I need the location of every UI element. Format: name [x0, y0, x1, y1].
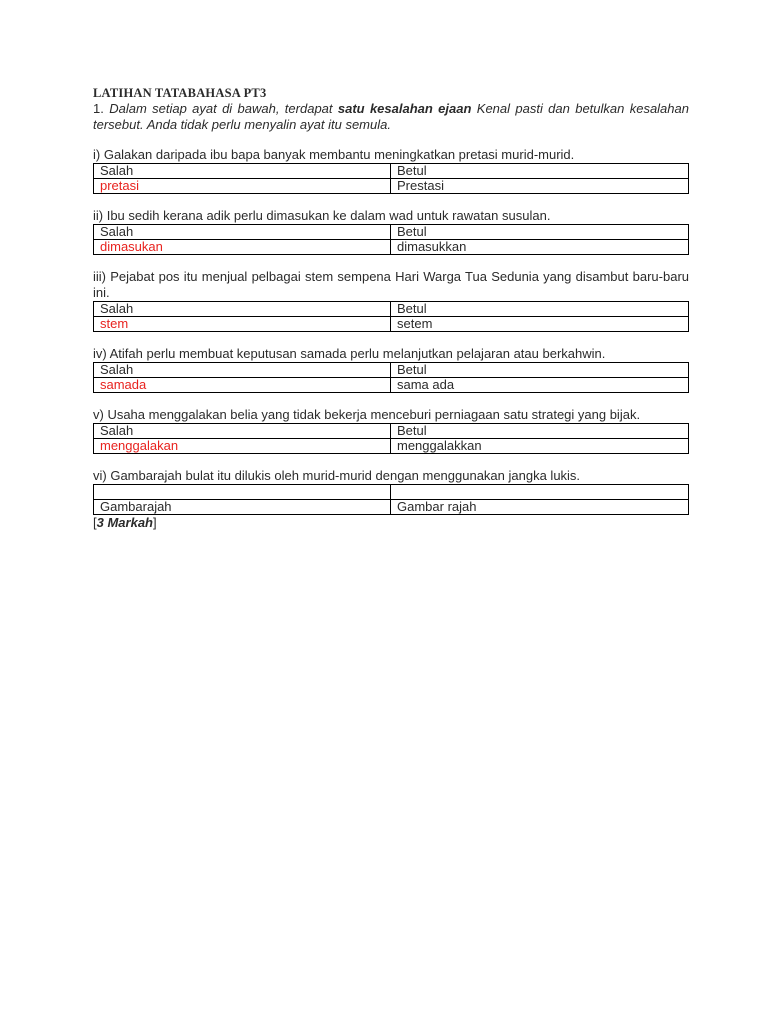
marks-text: 3 Markah	[96, 515, 153, 530]
header-betul: Betul	[391, 164, 689, 179]
answer-table-4	[93, 362, 689, 393]
betul-cell: setem	[391, 317, 689, 332]
instruction-part1: Dalam setiap ayat di bawah, terdapat	[109, 101, 338, 116]
header-salah: Salah	[94, 225, 391, 240]
salah-cell: stem	[94, 317, 391, 332]
salah-cell: samada	[94, 378, 391, 393]
question-4: iv) Atifah perlu membuat keputusan samada perlu melanjutkan pelajaran atau berkahwin.	[93, 346, 606, 361]
spacer	[93, 393, 689, 407]
header-betul: Betul	[391, 424, 689, 439]
table-row	[94, 225, 689, 240]
table-row	[94, 424, 689, 439]
header-betul: Betul	[391, 363, 689, 378]
table-row	[94, 302, 689, 317]
table-row	[94, 317, 689, 332]
spacer	[93, 255, 689, 269]
spacer	[93, 194, 689, 208]
header-salah: Salah	[94, 164, 391, 179]
instruction-number: 1.	[93, 101, 110, 116]
spacer	[93, 454, 689, 468]
answer-table-5	[93, 423, 689, 454]
instruction-bold: satu kesalahan ejaan	[337, 101, 472, 116]
header-betul: Betul	[391, 225, 689, 240]
question-6: vi) Gambarajah bulat itu dilukis oleh murid-murid dengan menggunakan jangka lukis.	[93, 468, 581, 483]
marks-open-bracket: [	[93, 515, 97, 530]
salah-cell: dimasukan	[94, 240, 391, 255]
spacer	[93, 332, 689, 346]
question-5: v) Usaha menggalakan belia yang tidak bekerja menceburi perniagaan satu strategi yang bijak.	[93, 407, 641, 422]
question-3: iii) Pejabat pos itu menjual pelbagai stem sempena Hari Warga Tua Sedunia yang disambut baru-baru ini.	[93, 269, 689, 300]
marks-close-bracket: ]	[153, 515, 157, 530]
empty-header-cell	[94, 485, 391, 500]
header-salah: Salah	[94, 302, 391, 317]
empty-header-cell	[391, 485, 689, 500]
worksheet	[93, 86, 689, 531]
table-row	[94, 164, 689, 179]
worksheet-title: LATIHAN TATABAHASA PT3	[93, 86, 267, 100]
answer-table-6	[93, 484, 689, 515]
table-row	[94, 485, 689, 500]
betul-cell: menggalakkan	[391, 439, 689, 454]
table-row	[94, 240, 689, 255]
salah-cell: pretasi	[94, 179, 391, 194]
salah-cell: Gambarajah	[94, 500, 391, 515]
table-row	[94, 439, 689, 454]
question-2: ii) Ibu sedih kerana adik perlu dimasukan ke dalam wad untuk rawatan susulan.	[93, 208, 551, 223]
header-betul: Betul	[391, 302, 689, 317]
answer-table-3	[93, 301, 689, 332]
instruction-part2: Kenal pasti dan betulkan kesalahan tersebut. Anda tidak perlu menyalin ayat itu semula.	[93, 101, 689, 132]
answer-table-1	[93, 163, 689, 194]
table-row	[94, 378, 689, 393]
betul-cell: Gambar rajah	[391, 500, 689, 515]
marks-label	[93, 515, 689, 531]
table-row	[94, 179, 689, 194]
answer-table-2	[93, 224, 689, 255]
question-1: i) Galakan daripada ibu bapa banyak membantu meningkatkan pretasi murid-murid.	[93, 147, 575, 162]
header-salah: Salah	[94, 424, 391, 439]
instruction	[93, 101, 689, 133]
spacer	[93, 133, 689, 147]
header-salah: Salah	[94, 363, 391, 378]
betul-cell: dimasukkan	[391, 240, 689, 255]
salah-cell: menggalakan	[94, 439, 391, 454]
table-row	[94, 363, 689, 378]
table-row	[94, 500, 689, 515]
betul-cell: Prestasi	[391, 179, 689, 194]
betul-cell: sama ada	[391, 378, 689, 393]
